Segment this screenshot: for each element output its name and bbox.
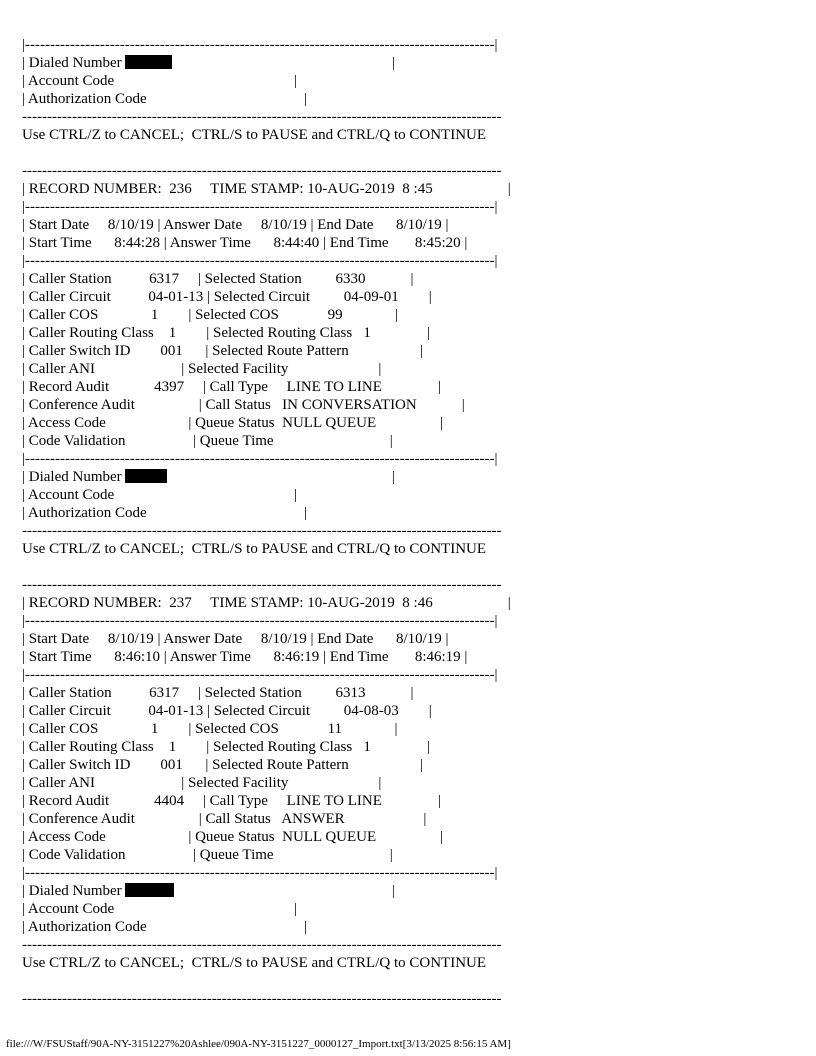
date-row: | Start Date 8/10/19 | Answer Date 8/10/19 | End Date 8/10/19 | [22, 631, 449, 647]
row-end-pipe: | [392, 469, 396, 485]
divider: ------------------------------------------------------------------------------------------------ [22, 991, 502, 1007]
record-row: | Caller Station 6317 | Selected Station 6313 | [22, 685, 414, 701]
instruction-line: Use CTRL/Z to CANCEL; CTRL/S to PAUSE and CTRL/Q to CONTINUE [22, 127, 487, 143]
divider: ------------------------------------------------------------------------------------------------ [22, 523, 502, 539]
dialed-number-label: | Dialed Number [22, 883, 126, 899]
redaction-box [125, 55, 172, 69]
record-row: | Record Audit 4397 | Call Type LINE TO LINE | [22, 379, 442, 395]
record-header: | RECORD NUMBER: 236 TIME STAMP: 10-AUG-2019 8 :45 | [22, 181, 511, 197]
record-row: | Caller ANI | Selected Facility | [22, 775, 382, 791]
record-row: | Authorization Code | [22, 91, 308, 107]
record-row: | Account Code | [22, 901, 298, 917]
row-end-pipe: | [392, 883, 396, 899]
redaction-box [125, 883, 174, 897]
record-row: | Code Validation | Queue Time | [22, 433, 393, 449]
record-row: | Account Code | [22, 73, 298, 89]
record-row: | Conference Audit | Call Status ANSWER | [22, 811, 427, 827]
record-row: | Authorization Code | [22, 505, 308, 521]
record-row: | Caller Switch ID 001 | Selected Route Pattern | [22, 757, 424, 773]
divider: |----------------------------------------------------------------------------------------------| [22, 865, 498, 881]
record-row: | Caller Switch ID 001 | Selected Route Pattern | [22, 343, 424, 359]
record-row: | Caller ANI | Selected Facility | [22, 361, 382, 377]
divider: ------------------------------------------------------------------------------------------------ [22, 163, 502, 179]
record-row: | Code Validation | Queue Time | [22, 847, 393, 863]
divider: |----------------------------------------------------------------------------------------------| [22, 667, 498, 683]
record-row: | Access Code | Queue Status NULL QUEUE | [22, 415, 443, 431]
dialed-number-label: | Dialed Number [22, 469, 126, 485]
print-footer: file:///W/FSUStaff/90A-NY-3151227%20Ashlee/090A-NY-3151227_0000127_Import.txt[3/13/2025 8:56:15 AM] [6, 1038, 511, 1050]
row-end-pipe: | [392, 55, 396, 71]
divider: ------------------------------------------------------------------------------------------------ [22, 937, 502, 953]
instruction-line: Use CTRL/Z to CANCEL; CTRL/S to PAUSE and CTRL/Q to CONTINUE [22, 541, 487, 557]
record-row: | Authorization Code | [22, 919, 308, 935]
record-row: | Caller COS 1 | Selected COS 99 | [22, 307, 399, 323]
redaction-box [125, 469, 167, 483]
record-row: | Access Code | Queue Status NULL QUEUE | [22, 829, 443, 845]
record-row: | Conference Audit | Call Status IN CONVERSATION | [22, 397, 465, 413]
record-row: | Caller COS 1 | Selected COS 11 | [22, 721, 398, 737]
record-row: | Account Code | [22, 487, 298, 503]
dialed-number-row [22, 882, 396, 900]
dialed-number-label: | Dialed Number [22, 55, 126, 71]
divider: |----------------------------------------------------------------------------------------------| [22, 253, 498, 269]
divider: |----------------------------------------------------------------------------------------------| [22, 451, 498, 467]
divider: ------------------------------------------------------------------------------------------------ [22, 109, 502, 125]
divider: |----------------------------------------------------------------------------------------------| [22, 199, 498, 215]
instruction-line: Use CTRL/Z to CANCEL; CTRL/S to PAUSE and CTRL/Q to CONTINUE [22, 955, 487, 971]
record-header: | RECORD NUMBER: 237 TIME STAMP: 10-AUG-2019 8 :46 | [22, 595, 511, 611]
record-row: | Caller Station 6317 | Selected Station 6330 | [22, 271, 414, 287]
record-row: | Caller Circuit 04-01-13 | Selected Circuit 04-09-01 | [22, 289, 432, 305]
date-row: | Start Date 8/10/19 | Answer Date 8/10/19 | End Date 8/10/19 | [22, 217, 449, 233]
divider: ------------------------------------------------------------------------------------------------ [22, 577, 502, 593]
record-row: | Record Audit 4404 | Call Type LINE TO LINE | [22, 793, 442, 809]
dialed-number-row [22, 468, 396, 486]
divider: |----------------------------------------------------------------------------------------------| [22, 613, 498, 629]
date-row: | Start Time 8:46:10 | Answer Time 8:46:19 | End Time 8:46:19 | [22, 649, 468, 665]
divider: |----------------------------------------------------------------------------------------------| [22, 37, 498, 53]
record-row: | Caller Routing Class 1 | Selected Routing Class 1 | [22, 325, 431, 341]
record-row: | Caller Routing Class 1 | Selected Routing Class 1 | [22, 739, 431, 755]
dialed-number-row [22, 54, 396, 72]
date-row: | Start Time 8:44:28 | Answer Time 8:44:40 | End Time 8:45:20 | [22, 235, 468, 251]
record-row: | Caller Circuit 04-01-13 | Selected Circuit 04-08-03 | [22, 703, 432, 719]
